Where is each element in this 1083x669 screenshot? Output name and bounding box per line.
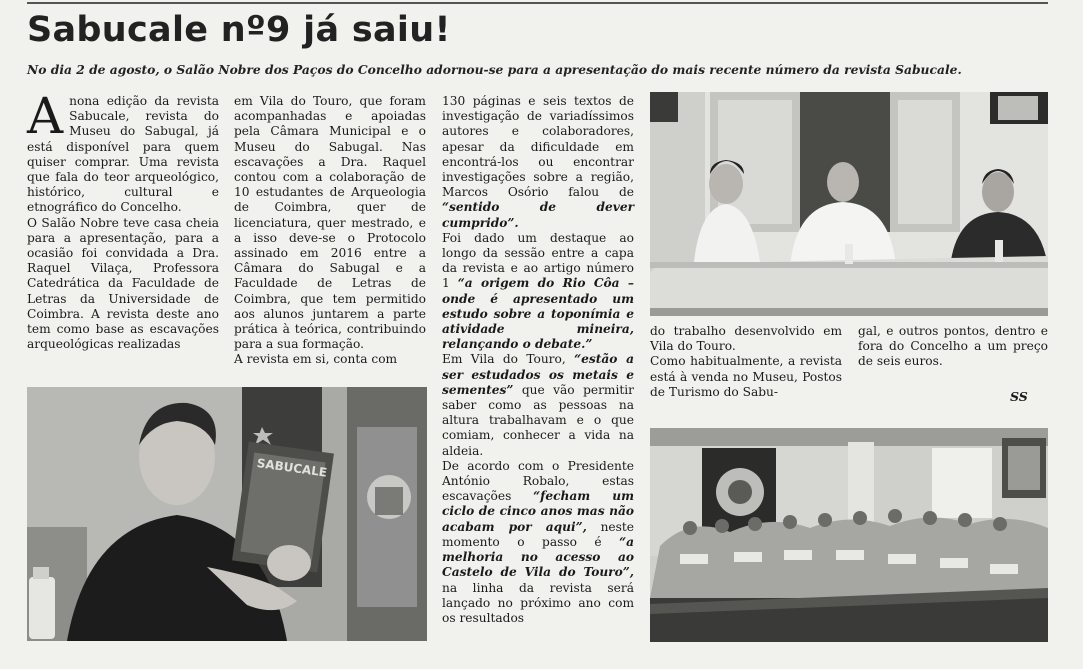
paragraph [27, 87, 219, 216]
paragraph-text: Em Vila do Touro, [442, 352, 566, 367]
paragraph: O Salão Nobre teve casa cheia para a apresentação, para a ocasião foi convidada a Dra. Raquel Vilaça, Professora Catedrática da Faculdade de Letras da Universidade de Coimbra. A revista deste ano tem como base as escavações arqueológicas realizadas [27, 215, 219, 352]
quote: “a melhoria no acesso ao Castelo de Vila do Touro”, [442, 534, 634, 580]
photo-presenter-with-magazine [27, 387, 427, 641]
paragraph-text: Foi dado um destaque ao longo da sessão entre a capa da revista e ao artigo número 1 [442, 230, 634, 291]
author-signature: SS [1010, 389, 1028, 404]
paragraph-text: De acordo com o Presidente António Robalo, estas escavações [442, 458, 634, 504]
subtitle: No dia 2 de agosto, o Salão Nobre dos Paços do Concelho adornou-se para a apresentação do mais recente número da revista Sabucale. [27, 62, 962, 77]
magazine-cover-title: SABUCALE [255, 456, 328, 480]
photo-audience-hall [650, 428, 1048, 642]
article-column-5 [858, 324, 1048, 370]
paragraph: em Vila do Touro, que foram acompanhadas e apoiadas pela Câmara Municipal e o Museu do Sabugal. Nas escavações a Dra. Raquel contou com a colaboração de 10 estudantes de Arqueologia de Coimbra, quer de licenciatura, quer mestrado, e a isso deve-se o Protocolo assinado em 2016 entre a Câmara do Sabugal e a Faculdade de Letras de Coimbra, que tem permitido aos alunos juntarem a parte prática à teórica, contribuindo para a sua formação. [234, 94, 426, 352]
paragraph [442, 459, 634, 626]
drop-cap: A [27, 87, 64, 145]
paragraph: Como habitualmente, a revista está à venda no Museu, Postos de Turismo do Sabu- [650, 354, 842, 399]
paragraph-text: nona edição da revista Sabucale, revista do Museu do Sabugal, já está disponível para quem quiser comprar. Uma revista que fala do teor arqueológico, histórico, cultural e etnográfico do Concelho. [27, 94, 219, 215]
paragraph: do trabalho desenvolvido em Vila do Touro. [650, 324, 842, 354]
article-column-2 [234, 94, 426, 368]
photo-presentation-panel [650, 92, 1048, 316]
paragraph-text: 130 páginas e seis textos de investigação de variadíssimos autores e colaboradores, apesar da dificuldade em encontrá-los ou encontrar investigações sobre a região, Marcos Osório falou de [442, 94, 634, 200]
quote: “fecham um ciclo de cinco anos mas não acabam por aqui”, [442, 489, 634, 534]
article-column-3 [442, 94, 634, 626]
paragraph-text: que vão permitir saber como as pessoas na altura trabalhavam e o que comiam, conhecer a vida na aldeia. [442, 382, 634, 458]
paragraph [442, 231, 634, 353]
article-column-1 [27, 87, 219, 352]
paragraph-text: neste momento o passo é [442, 519, 634, 549]
top-rule [27, 2, 1048, 4]
paragraph: A revista em si, conta com [234, 352, 398, 367]
paragraph [442, 352, 634, 458]
quote: “sentido de dever cumprido”. [442, 200, 634, 230]
paragraph: gal, e outros pontos, dentro e fora do Concelho a um preço de seis euros. [858, 324, 1048, 369]
quote: “estão a ser estudados os metais e sementes” [442, 352, 634, 397]
headline: Sabucale nº9 já saiu! [27, 10, 451, 50]
article-column-4 [650, 324, 842, 400]
paragraph-text: na linha da revista será lançado no próximo ano com os resultados [442, 580, 634, 625]
paragraph [442, 94, 634, 231]
quote: “a origem do Rio Côa – onde é apresentado um estudo sobre a toponímia e atividade mineira, relançando o debate.” [442, 276, 634, 352]
